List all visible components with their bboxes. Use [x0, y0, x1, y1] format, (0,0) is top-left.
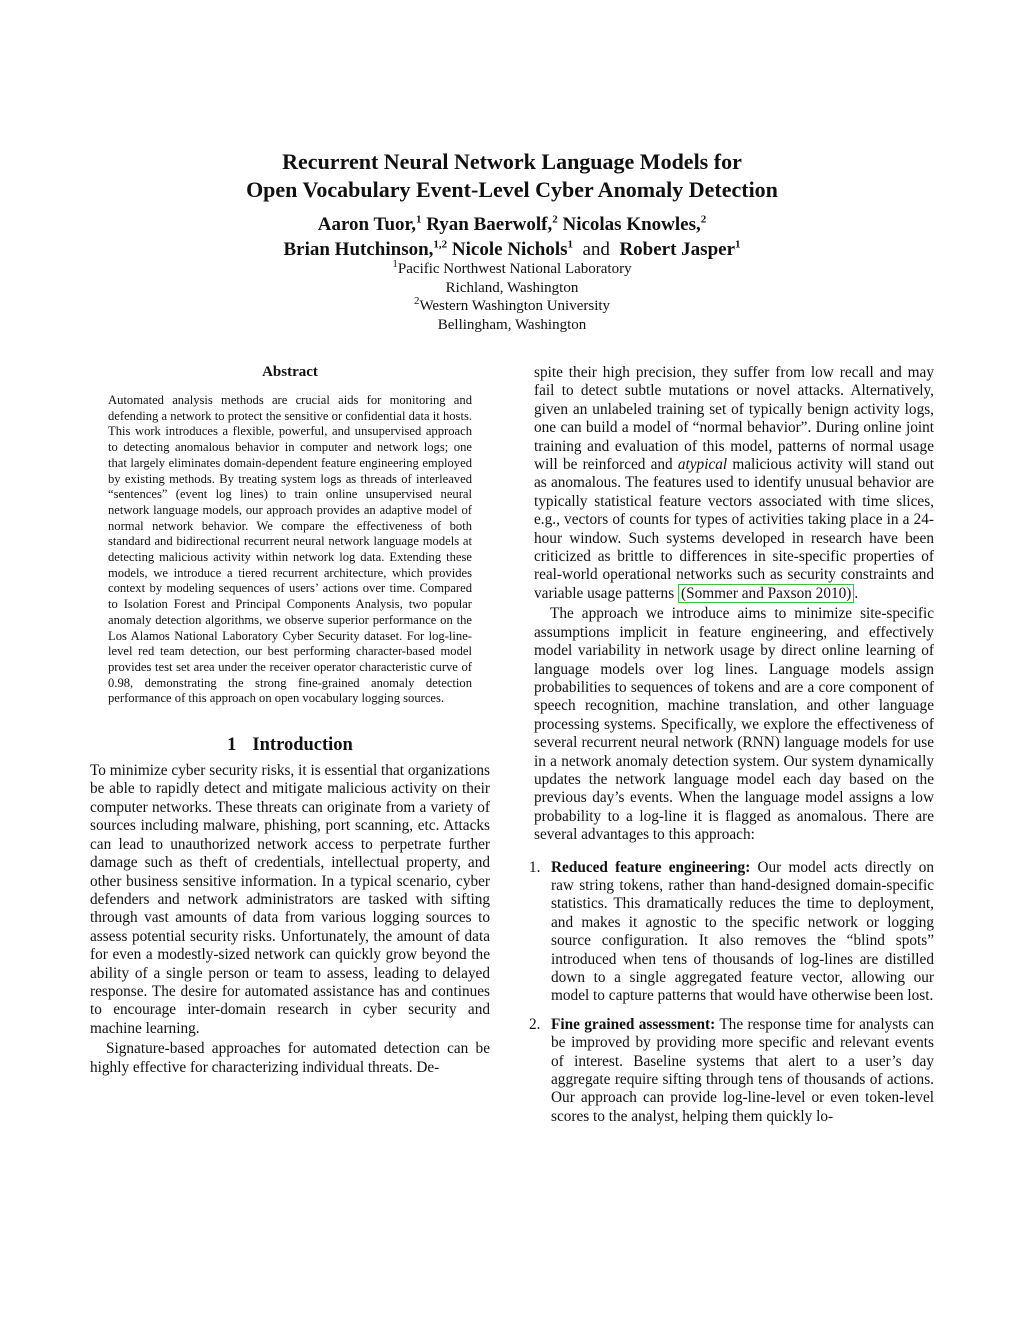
- author-name: Robert Jasper: [619, 239, 735, 260]
- affiliation-institution: Western Washington University: [419, 298, 611, 314]
- title-line-2: Open Vocabulary Event-Level Cyber Anomaly Detection: [246, 177, 778, 202]
- author-line-2: [0, 237, 1024, 262]
- author-affil-sup: 1: [415, 213, 422, 226]
- author-affil-sup: 2: [700, 213, 707, 226]
- paragraph-text: malicious activity will stand out as anomalous. The features used to identify unusual behavior are typically statistical feature vectors associated with time slices, e.g., vectors of counts for types of activities taking place in a 24-hour window. Such systems developed in research have been criticized as brittle to differences in site-specific properties of real-world operational networks such as security constraints and variable usage patterns: [534, 456, 934, 602]
- contribution-list: [529, 858, 935, 1127]
- author-name: Nicolas Knowles,: [562, 214, 701, 235]
- list-item-text: Our model acts directly on raw string tokens, rather than hand-designed domain-specific statistics. This dramatically reduces the time to deployment, and makes it agnostic to the specific network or logging source configuration. It also removes the “blind spots” introduced when tens of thousands of log-lines are distilled down to a single aggregated feature vector, allowing our model to capture patterns that would have otherwise been lost.: [551, 858, 935, 1005]
- right-column: [529, 364, 935, 1136]
- paper-title: [0, 148, 1024, 204]
- author-affil-sup: 1: [567, 238, 573, 251]
- author-affil-sup: 1,2: [433, 238, 448, 251]
- affiliation-location: Richland, Washington: [445, 279, 579, 296]
- list-item-title: Fine grained assessment:: [551, 1015, 716, 1033]
- title-line-1: Recurrent Neural Network Language Models for: [282, 149, 742, 174]
- paragraph-text: spite their high precision, they suffer from low recall and may fail to detect subtle mutations or novel attacks. Alternatively, given an unlabeled training set of typically benign activity logs, one can build a model of “normal behavior”. During online joint training and evaluation of this model, patterns of normal usage will be reinforced and: [534, 364, 934, 474]
- affiliation-name: [0, 260, 1024, 279]
- author-affil-sup: 1: [735, 238, 741, 251]
- author-affil-sup: 2: [552, 213, 558, 226]
- abstract-heading: Abstract: [262, 364, 318, 380]
- affiliation-sup: 1: [392, 258, 398, 270]
- list-item-title: Reduced feature engineering:: [551, 858, 751, 876]
- author-list: [0, 212, 1024, 262]
- emphasis-text: atypical: [677, 456, 728, 474]
- paragraph: The approach we introduce aims to minimize site-specific assumptions implicit in feature engineering, and effectively model variability in network usage by direct online learning of language models over log lines. Language models assign probabilities to sequences of tokens and are a core component of speech recognition, machine translation, and other language processing systems. Specifically, we explore the effectiveness of several recurrent neural network (RNN) language models for use in a network anomaly detection system. Our system dynamically updates the network language model each day based on the previous day’s events. When the language model assigns a low probability to a log-line it is flagged as anomalous. There are several advantages to this approach:: [534, 605, 934, 844]
- left-column: [90, 364, 490, 1077]
- list-marker: 2.: [529, 1015, 541, 1033]
- author-line-1: [0, 212, 1024, 237]
- list-item: [529, 1015, 934, 1126]
- affiliation-institution: Pacific Northwest National Laboratory: [397, 261, 632, 277]
- citation-link[interactable]: (Sommer and Paxson 2010): [678, 584, 854, 603]
- affiliation-sup: 2: [413, 295, 420, 307]
- affiliation-location: Bellingham, Washington: [437, 316, 587, 333]
- paragraph: [534, 364, 934, 603]
- author-name: Aaron Tuor,: [317, 214, 416, 235]
- section-heading: [90, 735, 490, 756]
- paragraph: Signature-based approaches for automated detection can be highly effective for characterizing individual threats. De-: [90, 1040, 490, 1076]
- list-item-text: The response time for analysts can be improved by providing more specific and relevant events of interest. Baseline systems that alert to a user’s day aggregate require sifting through tens of thousands of actions. Our approach can provide log-line-level or even token-level scores to the analyst, helping them quickly lo-: [551, 1015, 934, 1125]
- list-item: [529, 858, 935, 1006]
- abstract-text: Automated analysis methods are crucial aids for monitoring and defending a network to protect the sensitive or confidential data it hosts. This work introduces a flexible, powerful, and unsupervised approach to detecting anomalous behavior in computer and network logs; one that largely eliminates domain-dependent feature engineering employed by existing methods. By treating system logs as threads of interleaved “sentences” (event log lines) to train online unsupervised neural network language models, our approach provides an adaptive model of normal network behavior. We compare the effectiveness of both standard and bidirectional recurrent neural network language models at detecting malicious activity within network log data. Extending these models, we introduce a tiered recurrent architecture, which provides context by modeling sequences of users’ actions over time. Compared to Isolation Forest and Principal Components Analysis, two popular anomaly detection algorithms, we observe superior performance on the Los Alamos National Laboratory Cyber Security dataset. For log-line-level red team detection, our best performing character-based model provides test set area under the receiver operator characteristic curve of 0.98, demonstrating the strong fine-grained anomaly detection performance of this approach on open vocabulary logging sources.: [108, 393, 472, 706]
- authors-conjunction: and: [582, 239, 610, 260]
- section-number: 1: [227, 735, 237, 756]
- list-marker: 1.: [529, 858, 541, 876]
- affiliations: [0, 260, 1024, 334]
- affiliation-name: [0, 297, 1024, 316]
- author-name: Ryan Baerwolf,: [426, 214, 553, 235]
- author-name: Nicole Nichols: [451, 239, 568, 260]
- paragraph: To minimize cyber security risks, it is essential that organizations be able to rapidly detect and mitigate malicious activity on their computer networks. These threats can originate from a variety of sources including malware, phishing, port scanning, etc. Attacks can lead to unauthorized network access to perpetrate further damage such as theft of credentials, intellectual property, and other business sensitive information. In a typical scenario, cyber defenders and network administrators are tasked with sifting through vast amounts of data from various logging sources to assess potential security risks. Unfortunately, the amount of data for even a modestly-sized network can quickly grow beyond the ability of a single person or team to assess, leading to delayed response. The desire for automated assistance has and continues to encourage inter-domain research in cyber security and machine learning.: [90, 762, 490, 1037]
- paragraph-text: .: [854, 584, 859, 602]
- author-name: Brian Hutchinson,: [283, 239, 434, 260]
- section-title: Introduction: [252, 735, 353, 756]
